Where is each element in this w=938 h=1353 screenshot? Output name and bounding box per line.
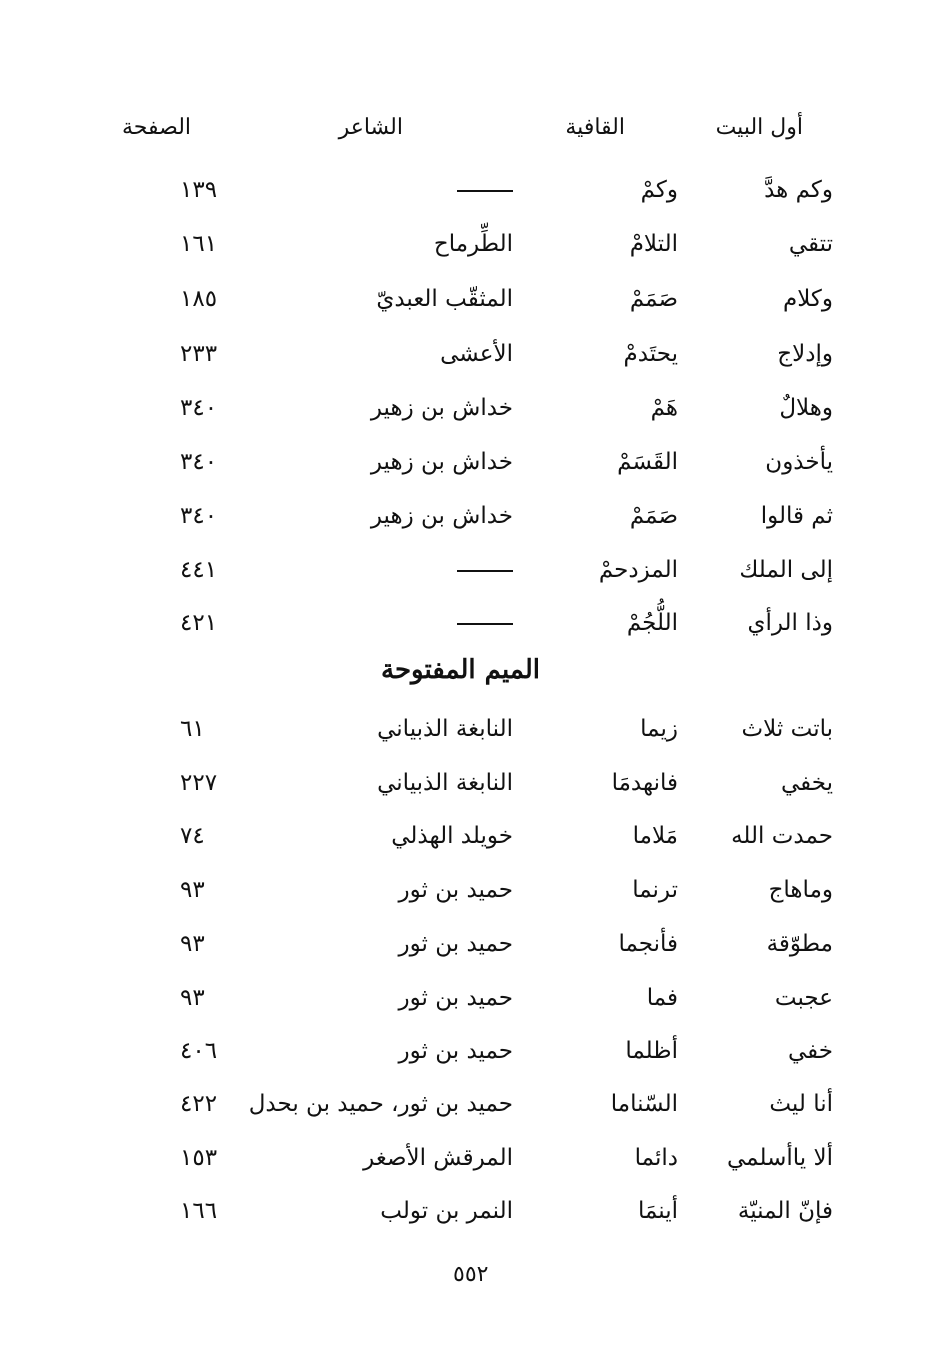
first-line: فإنّ المنيّة <box>737 1198 833 1224</box>
table-row <box>0 1082 938 1126</box>
rhyme: التلامْ <box>629 231 678 257</box>
first-line: حمدت الله <box>731 823 833 849</box>
table-row <box>0 814 938 858</box>
page-ref: ٤٤١ <box>180 557 218 583</box>
first-line: مطوّقة <box>766 931 833 957</box>
poet: خداش بن زهير <box>370 449 513 475</box>
rhyme: القَسَمْ <box>617 449 678 475</box>
first-line: باتت ثلاث <box>741 716 833 742</box>
page-ref: ٢٣٣ <box>180 341 218 367</box>
table-row <box>0 222 938 266</box>
table-row <box>0 1029 938 1073</box>
table-row <box>0 1136 938 1180</box>
first-line: يأخذون <box>765 449 833 475</box>
page-ref: ٩٣ <box>180 877 205 903</box>
page-ref: ٤٠٦ <box>180 1038 218 1064</box>
page-ref: ٣٤٠ <box>180 449 218 475</box>
first-line: عجبت <box>774 985 833 1011</box>
rhyme: فما <box>646 985 678 1011</box>
first-line: وكلام <box>782 286 833 312</box>
rhyme: فأنجما <box>618 931 678 957</box>
header-poet: الشاعر <box>338 115 403 140</box>
rhyme: يحتَدمْ <box>623 341 678 367</box>
first-line: وهلالٌ <box>779 395 833 421</box>
poet: النابغة الذبياني <box>377 770 513 796</box>
rhyme: وكمْ <box>640 177 678 203</box>
poet: الأعشى <box>440 341 513 367</box>
rhyme: المزدحمْ <box>598 557 678 583</box>
poet: النابغة الذبياني <box>377 716 513 742</box>
table-row <box>0 1189 938 1233</box>
page-ref: ٤٢١ <box>180 610 218 636</box>
page-ref: ٦١ <box>180 716 205 742</box>
first-line: يخفي <box>780 770 833 796</box>
first-line: ألا ياأسلمي <box>727 1145 833 1171</box>
page-ref: ١٦٦ <box>180 1198 218 1224</box>
poet: النمر بن تولب <box>380 1198 513 1224</box>
page-number: ٥٥٢ <box>453 1262 489 1287</box>
header-page: الصفحة <box>122 115 192 140</box>
rhyme: مَلاما <box>632 823 678 849</box>
poet: حميد بن ثور <box>398 931 513 957</box>
rhyme: هَمْ <box>650 395 678 421</box>
rhyme: زيما <box>640 716 678 742</box>
rhyme: ترنما <box>632 877 678 903</box>
first-line: تتقي <box>788 231 833 257</box>
poet-unknown-dash <box>457 601 513 645</box>
section-title: الميم المفتوحة <box>381 655 540 685</box>
first-line: أنا ليث <box>769 1091 833 1117</box>
table-row <box>0 707 938 751</box>
table-row <box>0 440 938 484</box>
poet: حميد بن ثور، حميد بن بحدل <box>248 1091 513 1117</box>
rhyme: السّناما <box>610 1091 678 1117</box>
table-row <box>0 761 938 805</box>
poet: خويلد الهذلي <box>391 823 513 849</box>
page-ref: ٢٢٧ <box>180 770 218 796</box>
page-ref: ١٣٩ <box>180 177 218 203</box>
first-line: وذا الرأي <box>747 610 833 636</box>
page-ref: ١٥٣ <box>180 1145 218 1171</box>
poet-unknown-dash <box>457 548 513 592</box>
page-ref: ٩٣ <box>180 931 205 957</box>
header-first-line: أول البيت <box>715 115 803 140</box>
first-line: وماهاج <box>768 877 833 903</box>
first-line: إلى الملك <box>739 557 833 583</box>
poet-unknown-dash <box>457 168 513 212</box>
poet: المثقّب العبديّ <box>376 286 513 312</box>
rhyme: أظلما <box>625 1038 678 1064</box>
rhyme: فانهدمَا <box>611 770 678 796</box>
table-row <box>0 976 938 1020</box>
page-ref: ١٦١ <box>180 231 218 257</box>
poet: خداش بن زهير <box>370 395 513 421</box>
table-row <box>0 277 938 321</box>
poet: حميد بن ثور <box>398 877 513 903</box>
rhyme: صَمَمْ <box>629 503 678 529</box>
rhyme: صَمَمْ <box>629 286 678 312</box>
poet: المرقش الأصغر <box>363 1145 513 1171</box>
page-ref: ٣٤٠ <box>180 503 218 529</box>
page-ref: ٩٣ <box>180 985 205 1011</box>
poet: حميد بن ثور <box>398 1038 513 1064</box>
table-row <box>0 494 938 538</box>
page-ref: ٧٤ <box>180 823 205 849</box>
poet: خداش بن زهير <box>370 503 513 529</box>
poet: حميد بن ثور <box>398 985 513 1011</box>
poet: الطِّرماح <box>433 231 513 257</box>
table-row <box>0 868 938 912</box>
page-ref: ٣٤٠ <box>180 395 218 421</box>
rhyme: أينمَا <box>637 1198 678 1224</box>
table-row <box>0 168 938 212</box>
table-header <box>0 106 938 150</box>
page-ref: ١٨٥ <box>180 286 218 312</box>
page-ref: ٤٢٢ <box>180 1091 218 1117</box>
table-row <box>0 386 938 430</box>
rhyme: دائما <box>634 1145 678 1171</box>
first-line: ثم قالوا <box>760 503 833 529</box>
table-row <box>0 922 938 966</box>
table-row <box>0 548 938 592</box>
first-line: خفي <box>787 1038 833 1064</box>
table-row <box>0 332 938 376</box>
table-row <box>0 601 938 645</box>
first-line: وكم هدَّ <box>764 177 833 203</box>
rhyme: اللُّجُمْ <box>626 610 678 636</box>
first-line: وإدلاج <box>777 341 833 367</box>
header-rhyme: القافية <box>565 115 625 140</box>
